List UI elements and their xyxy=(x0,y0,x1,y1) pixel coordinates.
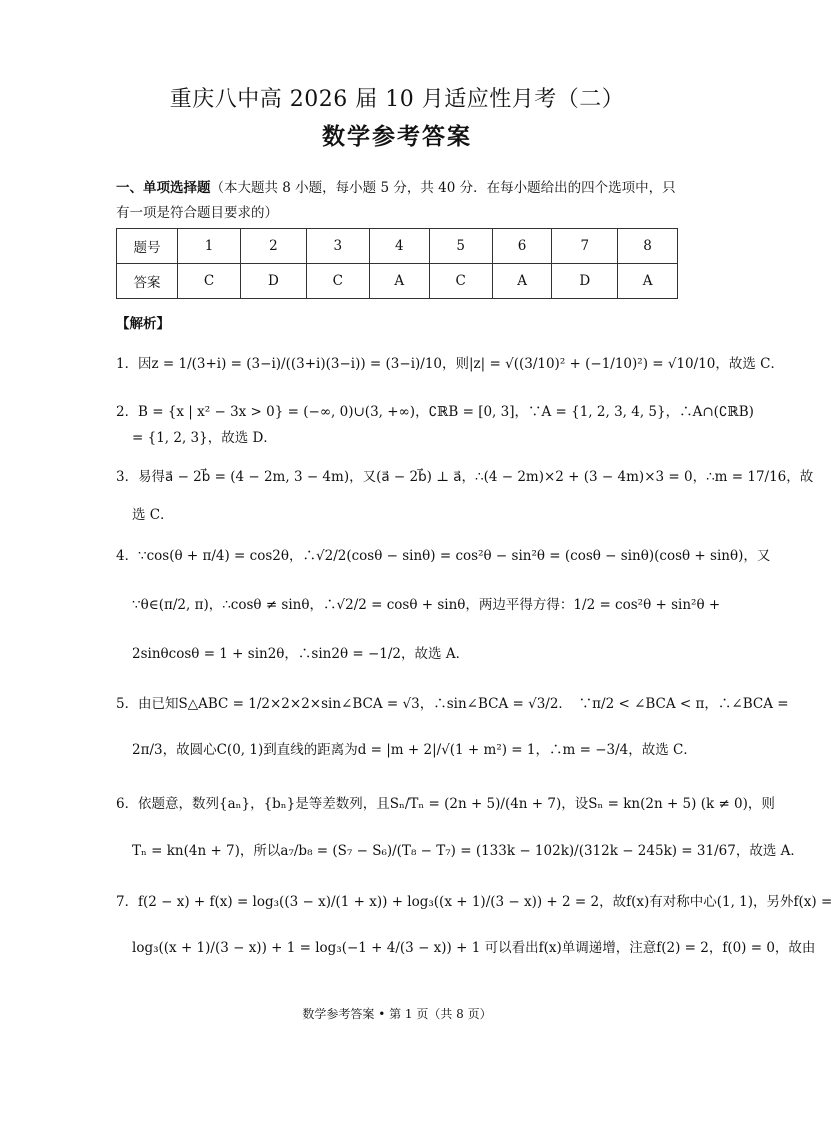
solution-4-cont2: 2sinθcosθ = 1 + sin2θ，∴sin2θ = −1/2，故选 A． xyxy=(132,646,470,662)
solution-4-cont1: ∵θ∈(π/2, π)，∴cosθ ≠ sinθ，∴√2/2 = cosθ + sinθ，两边平得方得：1/2 = cos²θ + sin²θ + xyxy=(132,597,721,613)
answer-cell: D xyxy=(241,264,307,299)
solution-text: f(2 − x) + f(x) = log₃((3 − x)/(1 + x)) + log₃((x + 1)/(3 − x)) + 2 = 2，故f(x)有对称中心(1, 1)，另外f(x) = xyxy=(138,894,832,910)
row-label-answer: 答案 xyxy=(117,264,178,299)
answer-table xyxy=(116,228,678,299)
question-number: 5 xyxy=(429,229,492,264)
solution-2 xyxy=(116,400,754,420)
solution-number: 3． xyxy=(116,469,139,485)
analysis-label: 【解析】 xyxy=(116,316,170,332)
question-number: 7 xyxy=(552,229,618,264)
solution-7-cont: log₃((x + 1)/(3 − x)) + 1 = log₃(−1 + 4/(3 − x)) + 1 可以看出f(x)单调递增，注意f(2) = 2，f(0) = 0，故由 xyxy=(132,940,816,956)
answer-key-subtitle: 数学参考答案 xyxy=(322,123,472,150)
solution-6 xyxy=(116,792,775,812)
solution-text: 依题意，数列{aₙ}，{bₙ}是等差数列，且Sₙ/Tₙ = (2n + 5)/(4n + 7)，设Sₙ = kn(2n + 5) (k ≠ 0)，则 xyxy=(138,796,775,812)
answer-cell: C xyxy=(178,264,241,299)
solution-3 xyxy=(116,465,814,485)
solution-4 xyxy=(116,544,771,564)
question-number: 3 xyxy=(306,229,369,264)
solution-number: 5． xyxy=(116,696,139,712)
solution-5 xyxy=(116,692,789,712)
row-label-number: 题号 xyxy=(117,229,178,264)
solution-1 xyxy=(116,352,784,372)
answer-cell: C xyxy=(306,264,369,299)
question-number: 2 xyxy=(241,229,307,264)
solution-2-cont: = {1, 2, 3}，故选 D． xyxy=(132,430,277,446)
answer-cell: D xyxy=(552,264,618,299)
answer-cell: C xyxy=(429,264,492,299)
answer-cell: A xyxy=(618,264,678,299)
solution-number: 2． xyxy=(116,404,139,420)
question-number: 4 xyxy=(369,229,429,264)
solution-3-cont: 选 C． xyxy=(132,507,174,523)
solution-number: 6． xyxy=(116,796,139,812)
question-number: 1 xyxy=(178,229,241,264)
solution-text: 易得a⃗ − 2b⃗ = (4 − 2m, 3 − 4m)，又(a⃗ − 2b⃗) ⊥ a⃗，∴(4 − 2m)×2 + (3 − 4m)×3 = 0，∴m = 17/16，故 xyxy=(138,469,814,485)
solution-number: 1． xyxy=(116,356,139,372)
answer-cell: A xyxy=(369,264,429,299)
solution-5-cont: 2π/3，故圆心C(0, 1)到直线的距离为d = |m + 2|/√(1 + m²) = 1，∴m = −3/4，故选 C． xyxy=(132,742,697,758)
page-footer: 数学参考答案 • 第 1 页（共 8 页） xyxy=(302,1007,492,1021)
table-row-answers xyxy=(117,264,678,299)
question-number: 6 xyxy=(492,229,552,264)
solution-7 xyxy=(116,890,832,910)
table-row-numbers xyxy=(117,229,678,264)
section-intro xyxy=(116,176,682,226)
solution-text: ∵cos(θ + π/4) = cos2θ，∴√2/2(cosθ − sinθ) = cos²θ − sin²θ = (cosθ − sinθ)(cosθ + sinθ)，又 xyxy=(138,548,771,564)
solution-text: 因z = 1/(3+i) = (3−i)/((3+i)(3−i)) = (3−i)/10，则|z| = √((3/10)² + (−1/10)²) = √10/10，故选 C． xyxy=(138,356,784,372)
section-heading: 一、单项选择题 xyxy=(116,180,211,196)
answer-cell: A xyxy=(492,264,552,299)
solution-number: 4． xyxy=(116,548,139,564)
solution-text: 由已知S△ABC = 1/2×2×2×sin∠BCA = √3，∴sin∠BCA = √3/2． ∵π/2 < ∠BCA < π，∴∠BCA = xyxy=(138,696,789,712)
exam-title: 重庆八中高 2026 届 10 月适应性月考（二） xyxy=(169,87,625,112)
question-number: 8 xyxy=(618,229,678,264)
solution-number: 7． xyxy=(116,894,139,910)
solution-6-cont: Tₙ = kn(4n + 7)，所以a₇/b₈ = (S₇ − S₆)/(T₈ − T₇) = (133k − 102k)/(312k − 245k) = 31/67，故选 A． xyxy=(132,843,804,859)
solution-text: B = {x | x² − 3x > 0} = (−∞, 0)∪(3, +∞)，∁ℝB = [0, 3]，∵A = {1, 2, 3, 4, 5}，∴A∩(∁ℝB) xyxy=(138,404,754,420)
section-description: （本大题共 8 小题，每小题 5 分，共 40 分．在每小题给出的四个选项中，只有一项是符合题目要求的） xyxy=(116,180,676,221)
